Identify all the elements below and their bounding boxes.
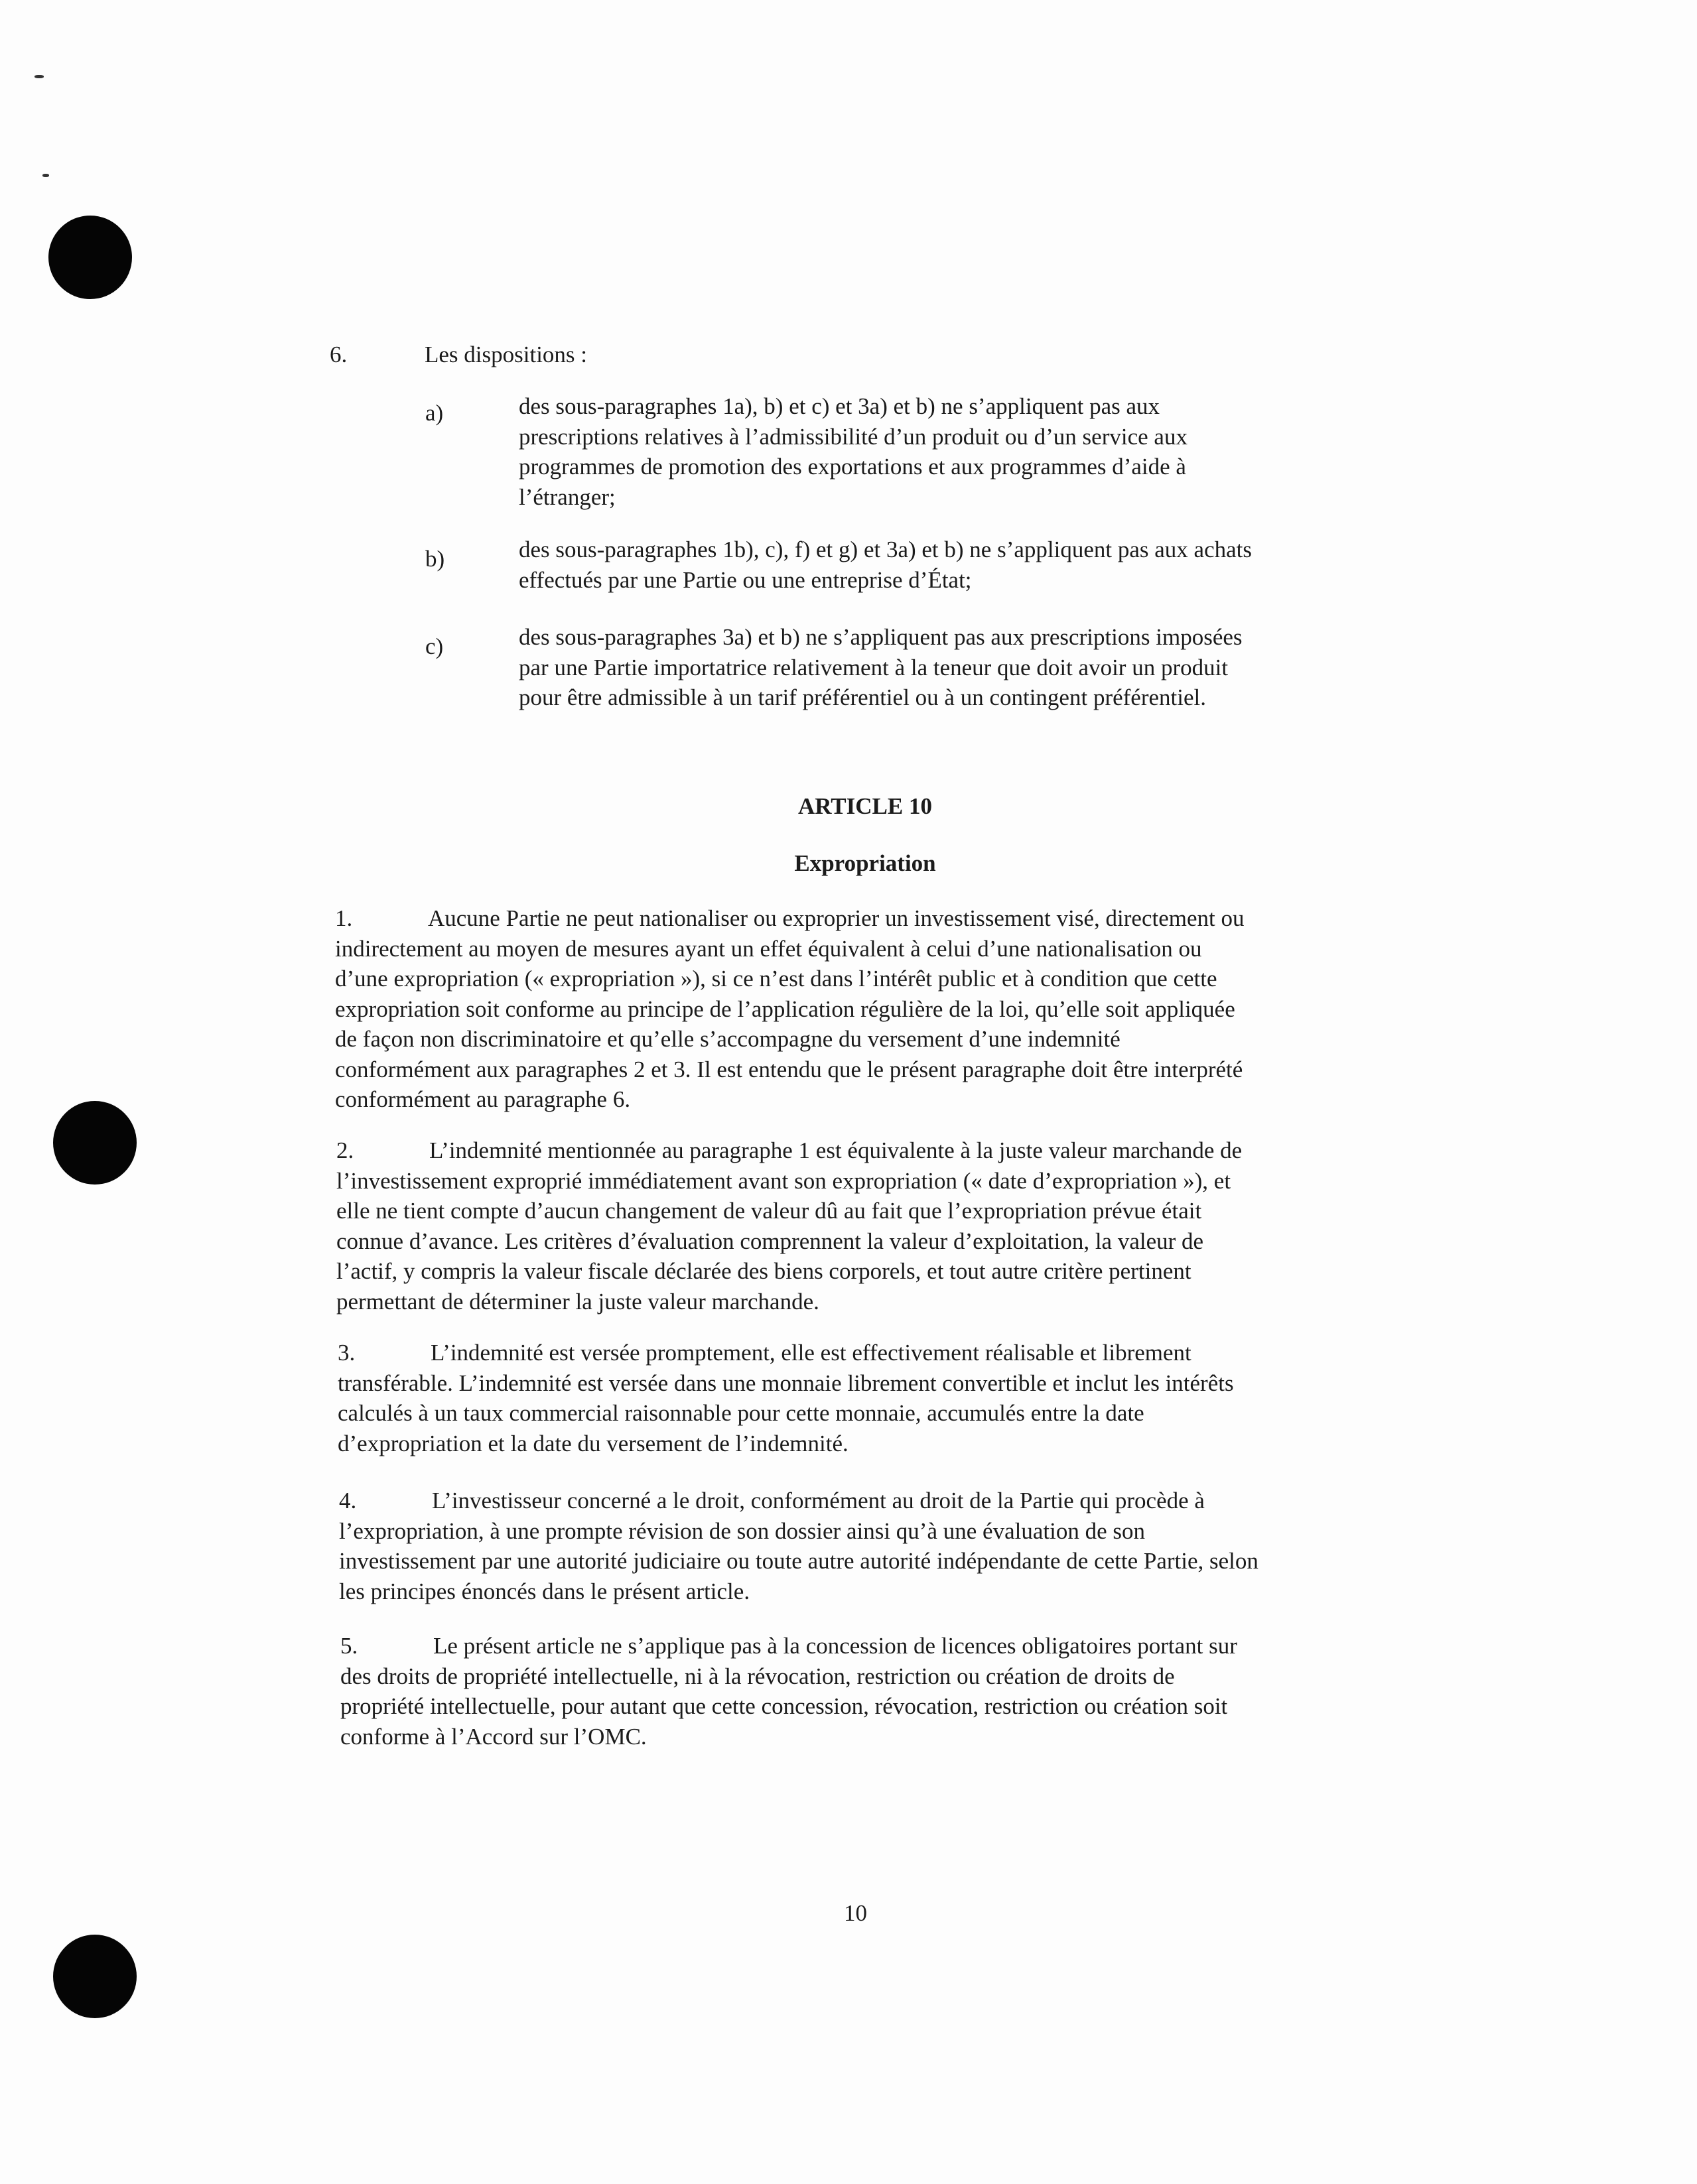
item-a-line: prescriptions relatives à l’admissibilité d’un produit ou d’un service aux <box>519 423 1188 450</box>
paragraph-5-line <box>340 1631 1237 1661</box>
paragraph-2-line <box>336 1135 1242 1166</box>
article-title: ARTICLE 10 <box>797 793 932 819</box>
paragraph-4-line <box>339 1486 1258 1516</box>
article-subtitle: Expropriation <box>794 850 936 876</box>
paragraph-4 <box>339 1486 1258 1606</box>
item-c-letter: c) <box>425 633 444 659</box>
section-6-number: 6. <box>330 342 348 367</box>
paragraph-1-line: expropriation soit conforme au principe de l’application régulière de la loi, qu’elle soit appliquée <box>335 996 1235 1022</box>
item-a-text <box>519 391 1188 512</box>
scan-speck <box>34 75 44 78</box>
paragraph-2-line: elle ne tient compte d’aucun changement de valeur dû au fait que l’expropriation prévue était <box>336 1198 1202 1224</box>
paragraph-1-line: de façon non discriminatoire et qu’elle s’accompagne du versement d’une indemnité <box>335 1026 1120 1052</box>
item-b-line: des sous-paragraphes 1b), c), f) et g) et 3a) et b) ne s’appliquent pas aux achats <box>519 537 1252 562</box>
item-a-letter: a) <box>425 400 444 426</box>
paragraph-5-line-text: Le présent article ne s’applique pas à la concession de licences obligatoires portant sur <box>433 1633 1237 1659</box>
paragraph-1-line-text: Aucune Partie ne peut nationaliser ou exproprier un investissement visé, directement ou <box>428 905 1245 931</box>
paragraph-2-line-text: L’indemnité mentionnée au paragraphe 1 est équivalente à la juste valeur marchande de <box>429 1137 1243 1163</box>
paragraph-1-line: d’une expropriation (« expropriation »), si ce n’est dans l’intérêt public et à condition que cette <box>335 966 1217 992</box>
paragraph-1-line: conformément au paragraphe 6. <box>335 1086 631 1112</box>
item-b-text <box>519 535 1252 595</box>
paragraph-2-line: connue d’avance. Les critères d’évaluation comprennent la valeur d’exploitation, la valeur de <box>336 1228 1204 1254</box>
paragraph-3 <box>338 1338 1234 1458</box>
paragraph-5 <box>340 1631 1237 1752</box>
paragraph-3-line <box>338 1338 1234 1368</box>
paragraph-5-line: conforme à l’Accord sur l’OMC. <box>340 1723 647 1750</box>
paragraph-5-number: 5. <box>340 1633 358 1659</box>
paragraph-5-line: propriété intellectuelle, pour autant que cette concession, révocation, restriction ou création soit <box>340 1693 1228 1719</box>
item-a-line: programmes de promotion des exportations et aux programmes d’aide à <box>519 454 1186 480</box>
paragraph-1-line: indirectement au moyen de mesures ayant un effet équivalent à celui d’une nationalisation ou <box>335 935 1202 962</box>
paragraph-1-line: conformément aux paragraphes 2 et 3. Il est entendu que le présent paragraphe doit être interprété <box>335 1056 1243 1082</box>
item-c-line: pour être admissible à un tarif préférentiel ou à un contingent préférentiel. <box>519 684 1206 710</box>
item-c-line: des sous-paragraphes 3a) et b) ne s’appliquent pas aux prescriptions imposées <box>519 624 1243 650</box>
binder-hole-bottom <box>53 1935 137 2018</box>
paragraph-4-line: l’expropriation, à une prompte révision de son dossier ainsi qu’à une évaluation de son <box>339 1517 1145 1544</box>
page-number: 10 <box>844 1900 867 1926</box>
paragraph-1-line <box>335 903 1244 934</box>
binder-hole-top <box>48 216 132 299</box>
item-b-line: effectués par une Partie ou une entreprise d’État; <box>519 566 972 593</box>
paragraph-4-line-text: L’investisseur concerné a le droit, conformément au droit de la Partie qui procède à <box>432 1488 1205 1513</box>
paragraph-1 <box>335 903 1244 1115</box>
item-a-line: l’étranger; <box>519 483 616 510</box>
paragraph-4-number: 4. <box>339 1488 357 1513</box>
paragraph-1-number: 1. <box>335 905 353 931</box>
paragraph-3-number: 3. <box>338 1340 356 1366</box>
item-b-letter: b) <box>425 546 445 572</box>
section-6-intro: Les dispositions : <box>425 342 588 367</box>
paragraph-4-line: les principes énoncés dans le présent article. <box>339 1578 750 1604</box>
scan-speck <box>42 174 49 177</box>
paragraph-4-line: investissement par une autorité judiciaire ou toute autre autorité indépendante de cette Partie, selon <box>339 1548 1258 1574</box>
paragraph-2-line: l’investissement exproprié immédiatement avant son expropriation (« date d’expropriation »), et <box>336 1167 1231 1194</box>
paragraph-2-line: permettant de déterminer la juste valeur marchande. <box>336 1288 819 1315</box>
item-c-text <box>519 622 1243 713</box>
paragraph-2-number: 2. <box>336 1137 354 1163</box>
paragraph-2 <box>336 1135 1242 1317</box>
binder-hole-middle <box>53 1101 137 1185</box>
paragraph-5-line: des droits de propriété intellectuelle, ni à la révocation, restriction ou création de droits de <box>340 1663 1175 1689</box>
paragraph-3-line-text: L’indemnité est versée promptement, elle est effectivement réalisable et librement <box>431 1340 1191 1366</box>
paragraph-3-line: d’expropriation et la date du versement de l’indemnité. <box>338 1430 848 1456</box>
paragraph-3-line: calculés à un taux commercial raisonnable pour cette monnaie, accumulés entre la date <box>338 1400 1144 1426</box>
item-a-line: des sous-paragraphes 1a), b) et c) et 3a) et b) ne s’appliquent pas aux <box>519 393 1160 419</box>
paragraph-2-line: l’actif, y compris la valeur fiscale déclarée des biens corporels, et tout autre critère pertinent <box>336 1258 1191 1284</box>
item-c-line: par une Partie importatrice relativement à la teneur que doit avoir un produit <box>519 654 1229 680</box>
paragraph-3-line: transférable. L’indemnité est versée dans une monnaie librement convertible et inclut les intérêts <box>338 1370 1234 1396</box>
